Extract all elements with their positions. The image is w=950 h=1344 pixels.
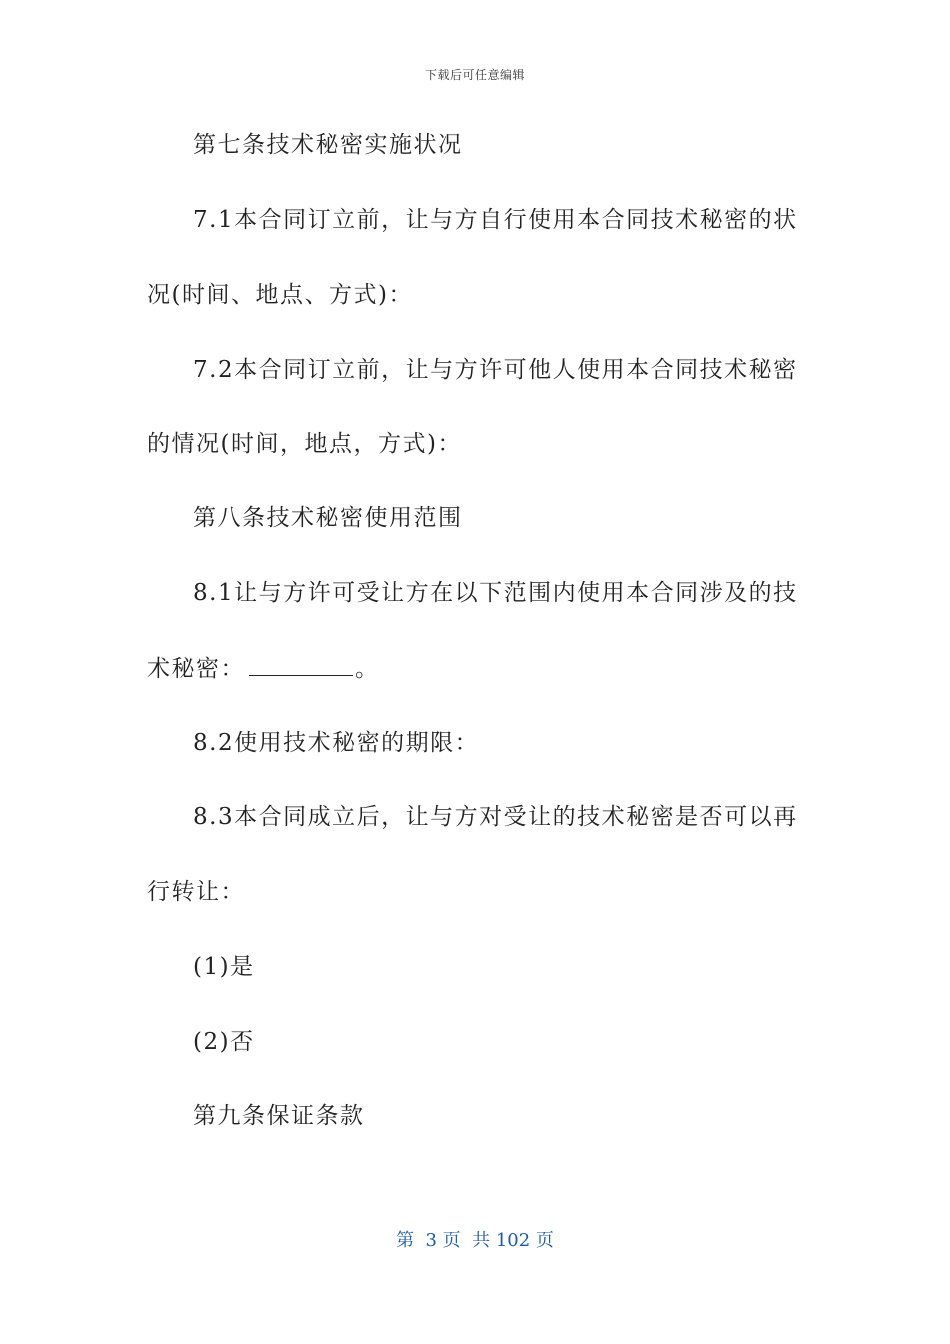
clause-7-1-line-1: 7.1本合同订立前，让与方自行使用本合同技术秘密的状 [193,207,798,233]
clause-7-2-line-1: 7.2本合同订立前，让与方许可他人使用本合同技术秘密 [193,357,798,383]
clause-8-1-line-2 [147,653,380,684]
clause-8-3-line-1: 8.3本合同成立后，让与方对受让的技术秘密是否可以再 [193,804,798,830]
clause-8-3-line-2: 行转让： [147,879,245,905]
clause-8-1-line-1: 8.1让与方许可受让方在以下范围内使用本合同涉及的技 [193,580,798,606]
clause-8-2: 8.2使用技术秘密的期限： [193,730,480,756]
page-number: 第 3 页 共 102 页 [396,1230,554,1251]
fill-in-blank [249,653,353,676]
clause-7-1-line-2: 况(时间、地点、方式)： [147,282,413,308]
option-no: (2)否 [193,1029,255,1055]
clause-7-2-line-2: 的情况(时间，地点，方式)： [147,431,462,457]
clause-8-1-text: 术秘密： [147,656,245,682]
page-header: 下载后可任意编辑 [424,68,525,82]
option-yes: (1)是 [193,954,255,980]
clause-8-1-end: 。 [355,656,380,682]
article-9-heading: 第九条保证条款 [193,1103,365,1129]
article-7-heading: 第七条技术秘密实施状况 [193,132,463,158]
article-8-heading: 第八条技术秘密使用范围 [193,505,463,531]
